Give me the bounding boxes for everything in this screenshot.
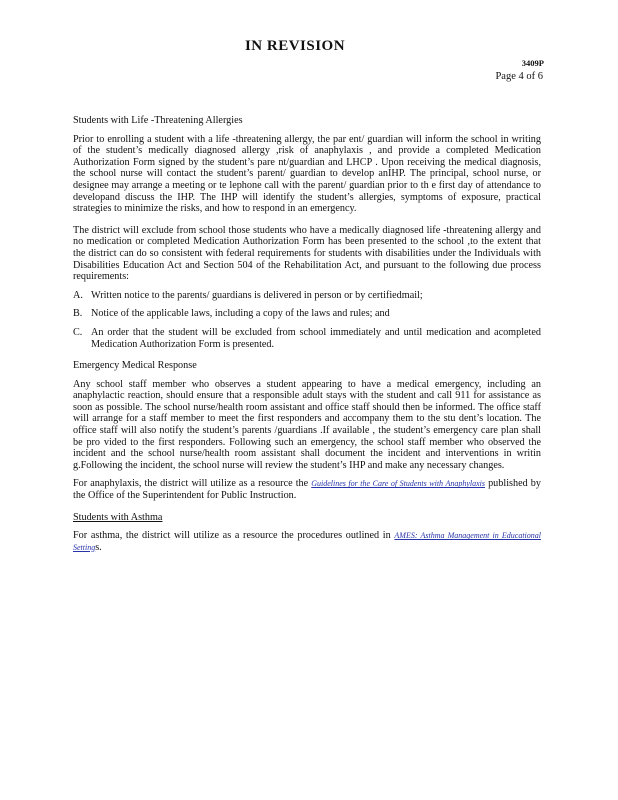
emergency-heading: Emergency Medical Response bbox=[73, 360, 197, 372]
asthma-paragraph bbox=[73, 530, 541, 553]
list-marker: C. bbox=[73, 326, 83, 338]
ames-asthma-link[interactable]: AMES: Asthma Management in Educational Setting bbox=[73, 531, 541, 552]
asthma-text-after: s. bbox=[95, 541, 102, 553]
list-item-c bbox=[73, 327, 541, 350]
list-text: Notice of the applicable laws, including a copy of the laws and rules; and bbox=[91, 308, 390, 320]
list-item-a bbox=[73, 290, 541, 302]
allergies-paragraph-1: Prior to enrolling a student with a life -threatening allergy, the par ent/ guardian will inform the school in writing of the student’s medically diagnosed allergy ,risk of anaphylaxis , and provide a completed Medication Authorization Form signed by the student’s pare nt/guardian and LHCP . Upon receiving the medical diagnosis, the school nurse will contact the student’s parent/ guardian to develop anIHP. The principal, school nurse, or designee may arrange a meeting or te lephone call with the parent/ guardian prior to th e first day of attendance to developand discuss the IHP. The IHP will identify the student’s allergies, symptoms of exposure, practical strategies to minimize the risks, and how to respond in an emergency. bbox=[73, 133, 541, 215]
list-item-b bbox=[73, 308, 541, 320]
anaphylaxis-text-after: published by the Office of the Superintendent for Public Instruction. bbox=[73, 478, 541, 502]
asthma-heading: Students with Asthma bbox=[73, 511, 163, 523]
list-text: An order that the student will be excluded from school immediately and until medication and acompleted Medication Authorization Form is presented. bbox=[91, 326, 541, 350]
emergency-paragraph-2 bbox=[73, 478, 541, 501]
policy-code: 3409P bbox=[521, 58, 544, 68]
allergies-heading: Students with Life -Threatening Allergies bbox=[73, 115, 243, 126]
page-number: Page 4 of 6 bbox=[495, 71, 543, 82]
revision-title: IN REVISION bbox=[244, 38, 346, 54]
emergency-paragraph-1: Any school staff member who observes a student appearing to have a medical emergency, including an anaphylactic reaction, should ensure that a responsible adult stays with the student and call 911 for assistance as soon as possible. The school nurse/health room assistant and office staff should then be informed. The office staff will arrange for a staff member to meet the first responders and accompany them to the stu dent’s location. The office staff will also notify the student’s parents /guardians .If available , the student’s emergency care plan shall be pro vided to the first responders. Following such an emergency, the school staff member who observed the incident and the school nurse/health room assistant shall document the incident and interventions in writin g.Following the incident, the school nurse will review the student’s IHP and make any necessary changes. bbox=[73, 378, 541, 471]
list-text: Written notice to the parents/ guardians is delivered in person or by certifiedmail; bbox=[91, 289, 423, 301]
list-marker: B. bbox=[73, 308, 83, 320]
allergies-paragraph-2: The district will exclude from school those students who have a medically diagnosed life -threatening allergy and no medication or completed Medication Authorization Form has been presented to the school ,to the extent that the district can do so consistent with federal requirements for students with disabilities under the Individuals with Disabilities Education Act and Section 504 of the Rehabilitation Act, and pursuant to the following due process requirements: bbox=[73, 224, 541, 283]
anaphylaxis-guidelines-link[interactable]: Guidelines for the Care of Students with Anaphylaxis bbox=[311, 479, 485, 489]
document-body bbox=[73, 115, 541, 553]
anaphylaxis-text-before: For anaphylaxis, the district will utilize as a resource the bbox=[73, 478, 312, 490]
list-marker: A. bbox=[73, 289, 83, 301]
asthma-text-before: For asthma, the district will utilize as a resource the procedures outlined in bbox=[73, 530, 395, 542]
